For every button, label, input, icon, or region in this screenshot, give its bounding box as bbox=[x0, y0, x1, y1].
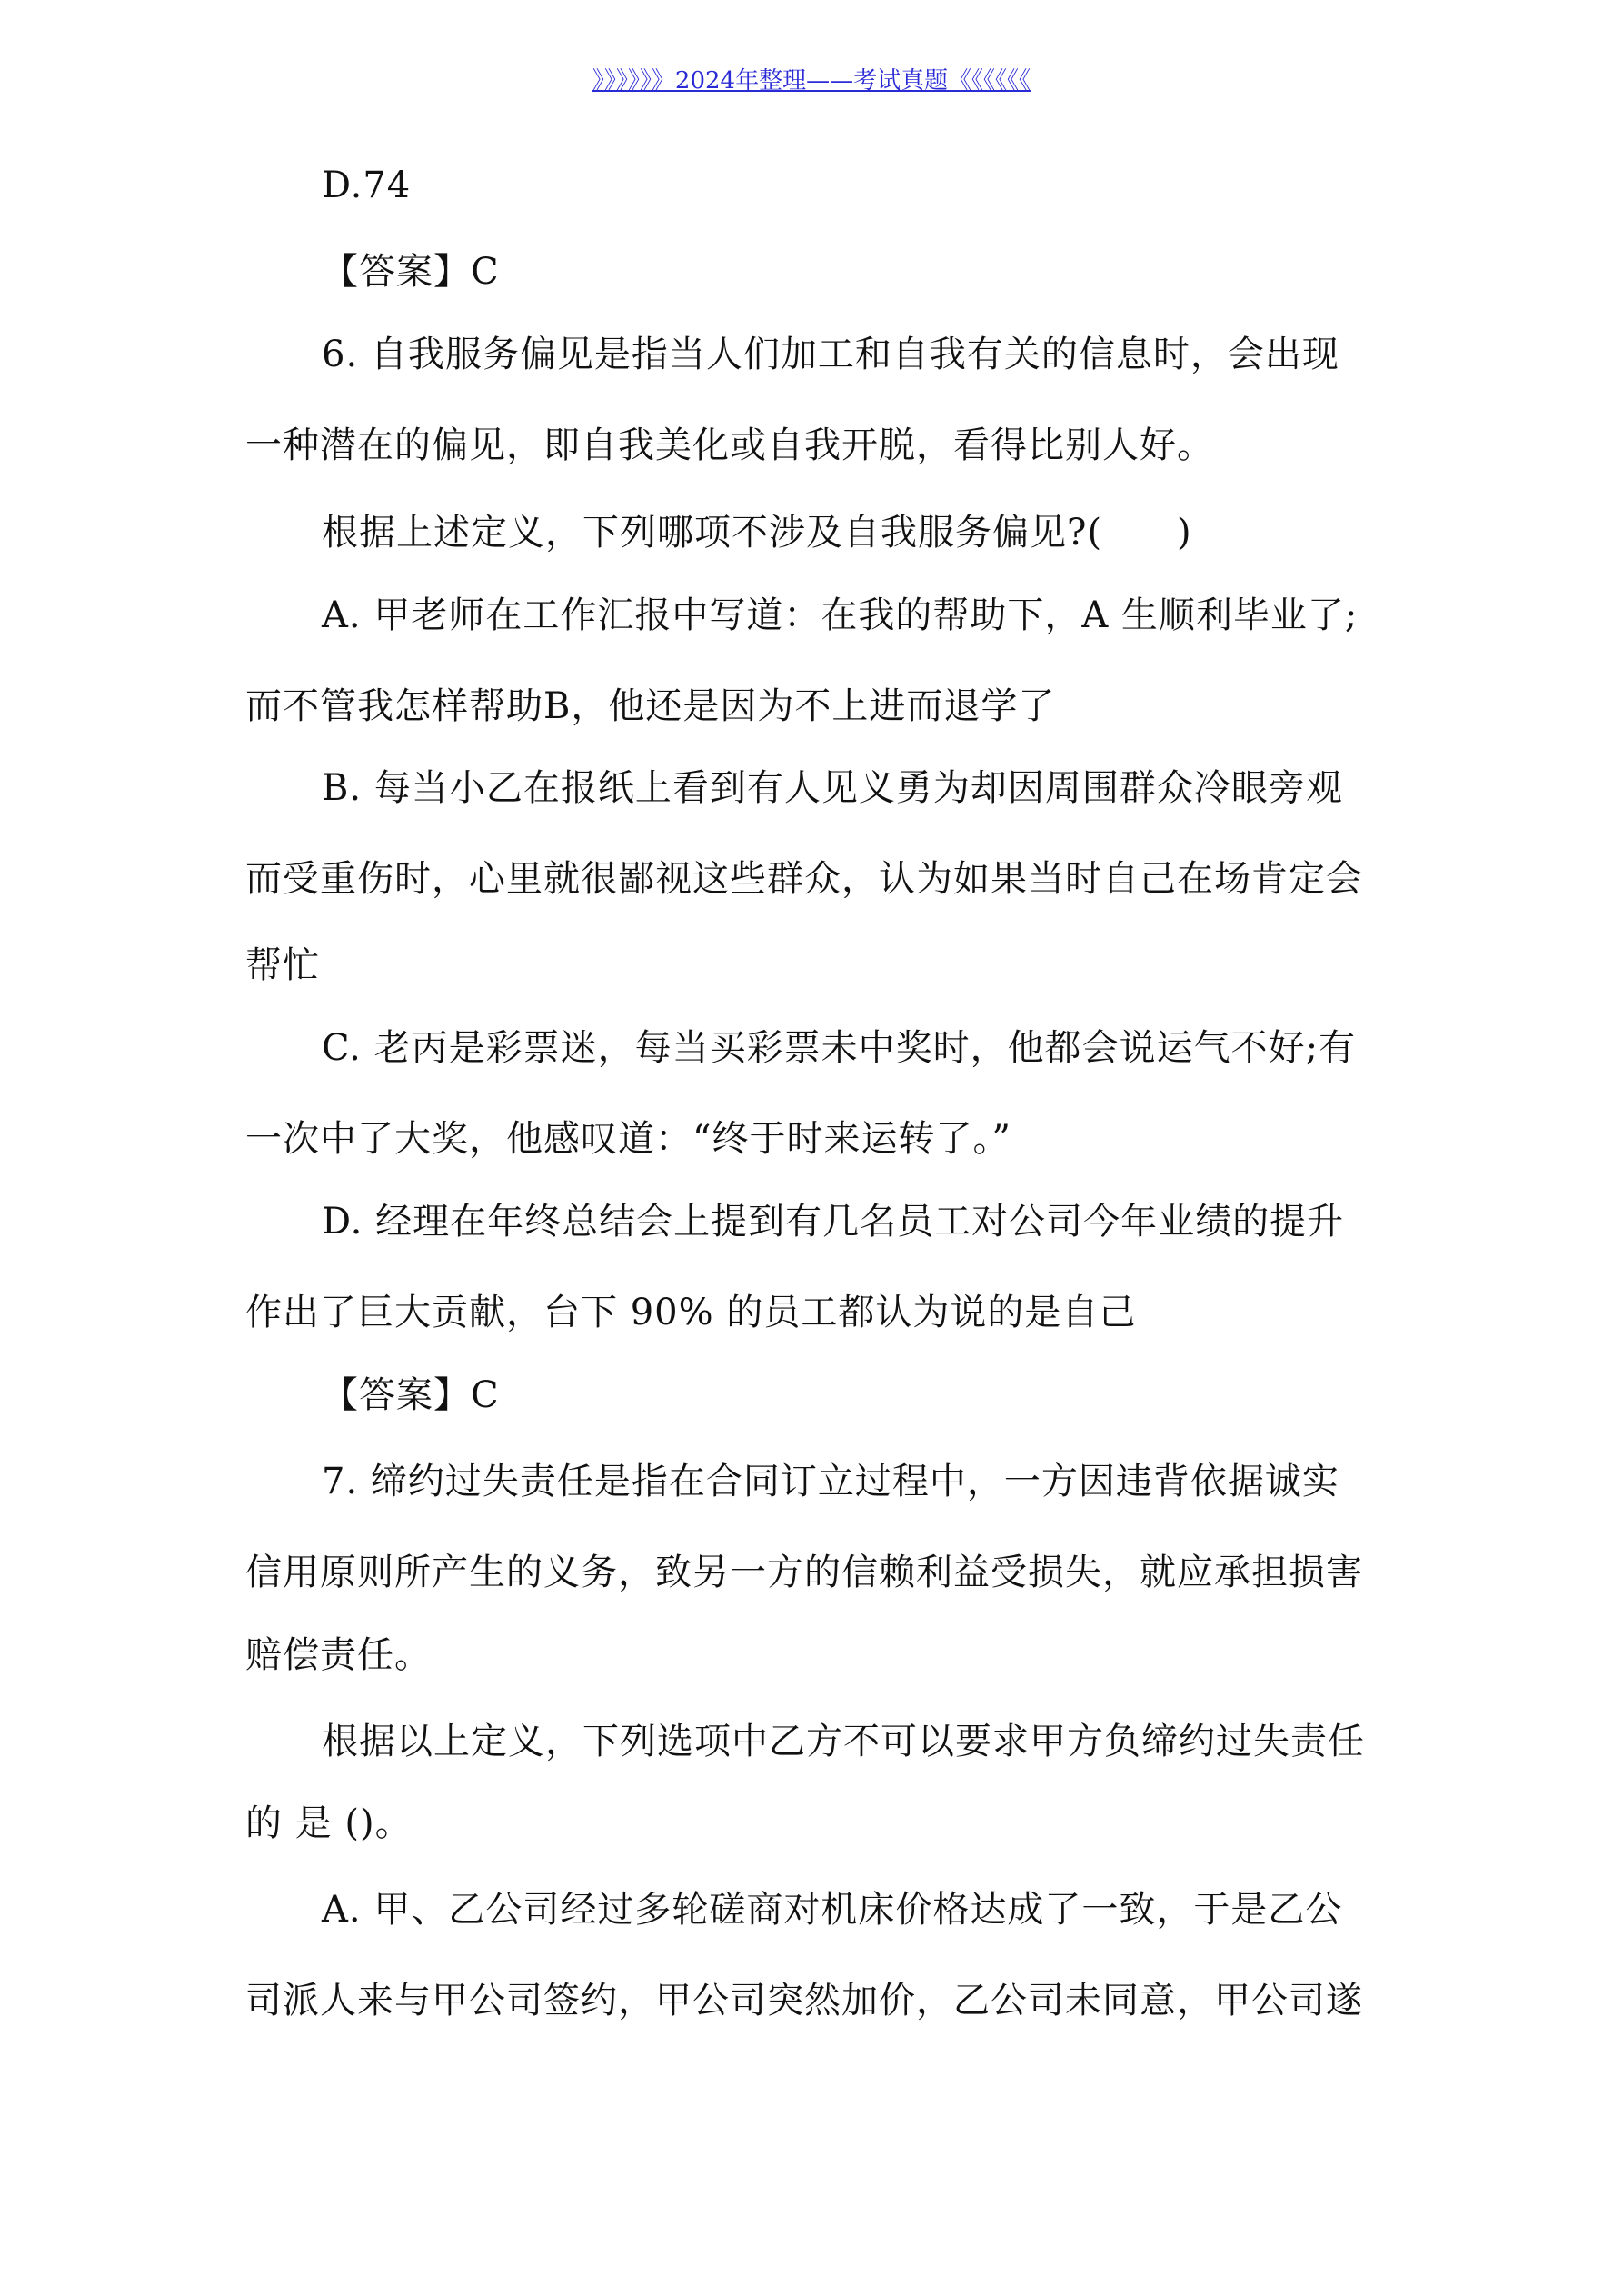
question-7-text-cont: 信用原则所产生的义务，致另一方的信赖利益受损失，就应承担损害 bbox=[245, 1552, 1363, 1593]
question-7-option-a-cont: 司派人来与甲公司签约，甲公司突然加价，乙公司未同意，甲公司遂 bbox=[245, 1980, 1363, 2021]
question-6-text: 6. 自我服务偏见是指当人们加工和自我有关的信息时，会出现 bbox=[322, 334, 1339, 375]
question-6-option-d-cont: 作出了巨大贡献，台下 90% 的员工都认为说的是自己 bbox=[245, 1292, 1137, 1333]
question-6-option-d: D. 经理在年终总结会上提到有几名员工对公司今年业绩的提升 bbox=[322, 1201, 1345, 1243]
question-6-option-b: B. 每当小乙在报纸上看到有人见义勇为却因周围群众冷眼旁观 bbox=[322, 767, 1343, 809]
answer-label-5: 【答案】C bbox=[322, 251, 500, 293]
question-7-prompt-cont: 的 是 ()。 bbox=[245, 1802, 413, 1844]
option-d-previous: D.74 bbox=[322, 165, 412, 206]
question-7-text-cont2: 赔偿责任。 bbox=[245, 1634, 432, 1676]
question-7-text: 7. 缔约过失责任是指在合同订立过程中，一方因违背依据诚实 bbox=[322, 1461, 1339, 1502]
question-7-option-a: A. 甲、乙公司经过多轮磋商对机床价格达成了一致，于是乙公 bbox=[322, 1889, 1343, 1931]
question-6-option-a-cont: 而不管我怎样帮助B，他还是因为不上进而退学了 bbox=[245, 685, 1056, 727]
question-6-option-a: A. 甲老师在工作汇报中写道：在我的帮助下，A 生顺利毕业了; bbox=[322, 594, 1359, 636]
question-6-option-b-cont: 而受重伤时，心里就很鄙视这些群众，认为如果当时自己在场肯定会 bbox=[245, 858, 1363, 900]
question-6-option-c-cont: 一次中了大奖，他感叹道：“终于时来运转了。” bbox=[245, 1118, 1011, 1160]
question-6-text-cont: 一种潜在的偏见，即自我美化或自我开脱，看得比别人好。 bbox=[245, 424, 1214, 466]
answer-label-6: 【答案】C bbox=[322, 1374, 500, 1416]
question-6-option-c: C. 老丙是彩票迷，每当买彩票未中奖时，他都会说运气不好;有 bbox=[322, 1027, 1357, 1069]
question-6-prompt: 根据上述定义，下列哪项不涉及自我服务偏见?( ) bbox=[322, 512, 1192, 554]
question-7-prompt: 根据以上定义，下列选项中乙方不可以要求甲方负缔约过失责任 bbox=[322, 1721, 1365, 1762]
question-6-option-b-cont2: 帮忙 bbox=[245, 944, 320, 986]
header-link[interactable]: 》》》》》》2024年整理——考试真题《《《《《《 bbox=[592, 67, 1031, 95]
